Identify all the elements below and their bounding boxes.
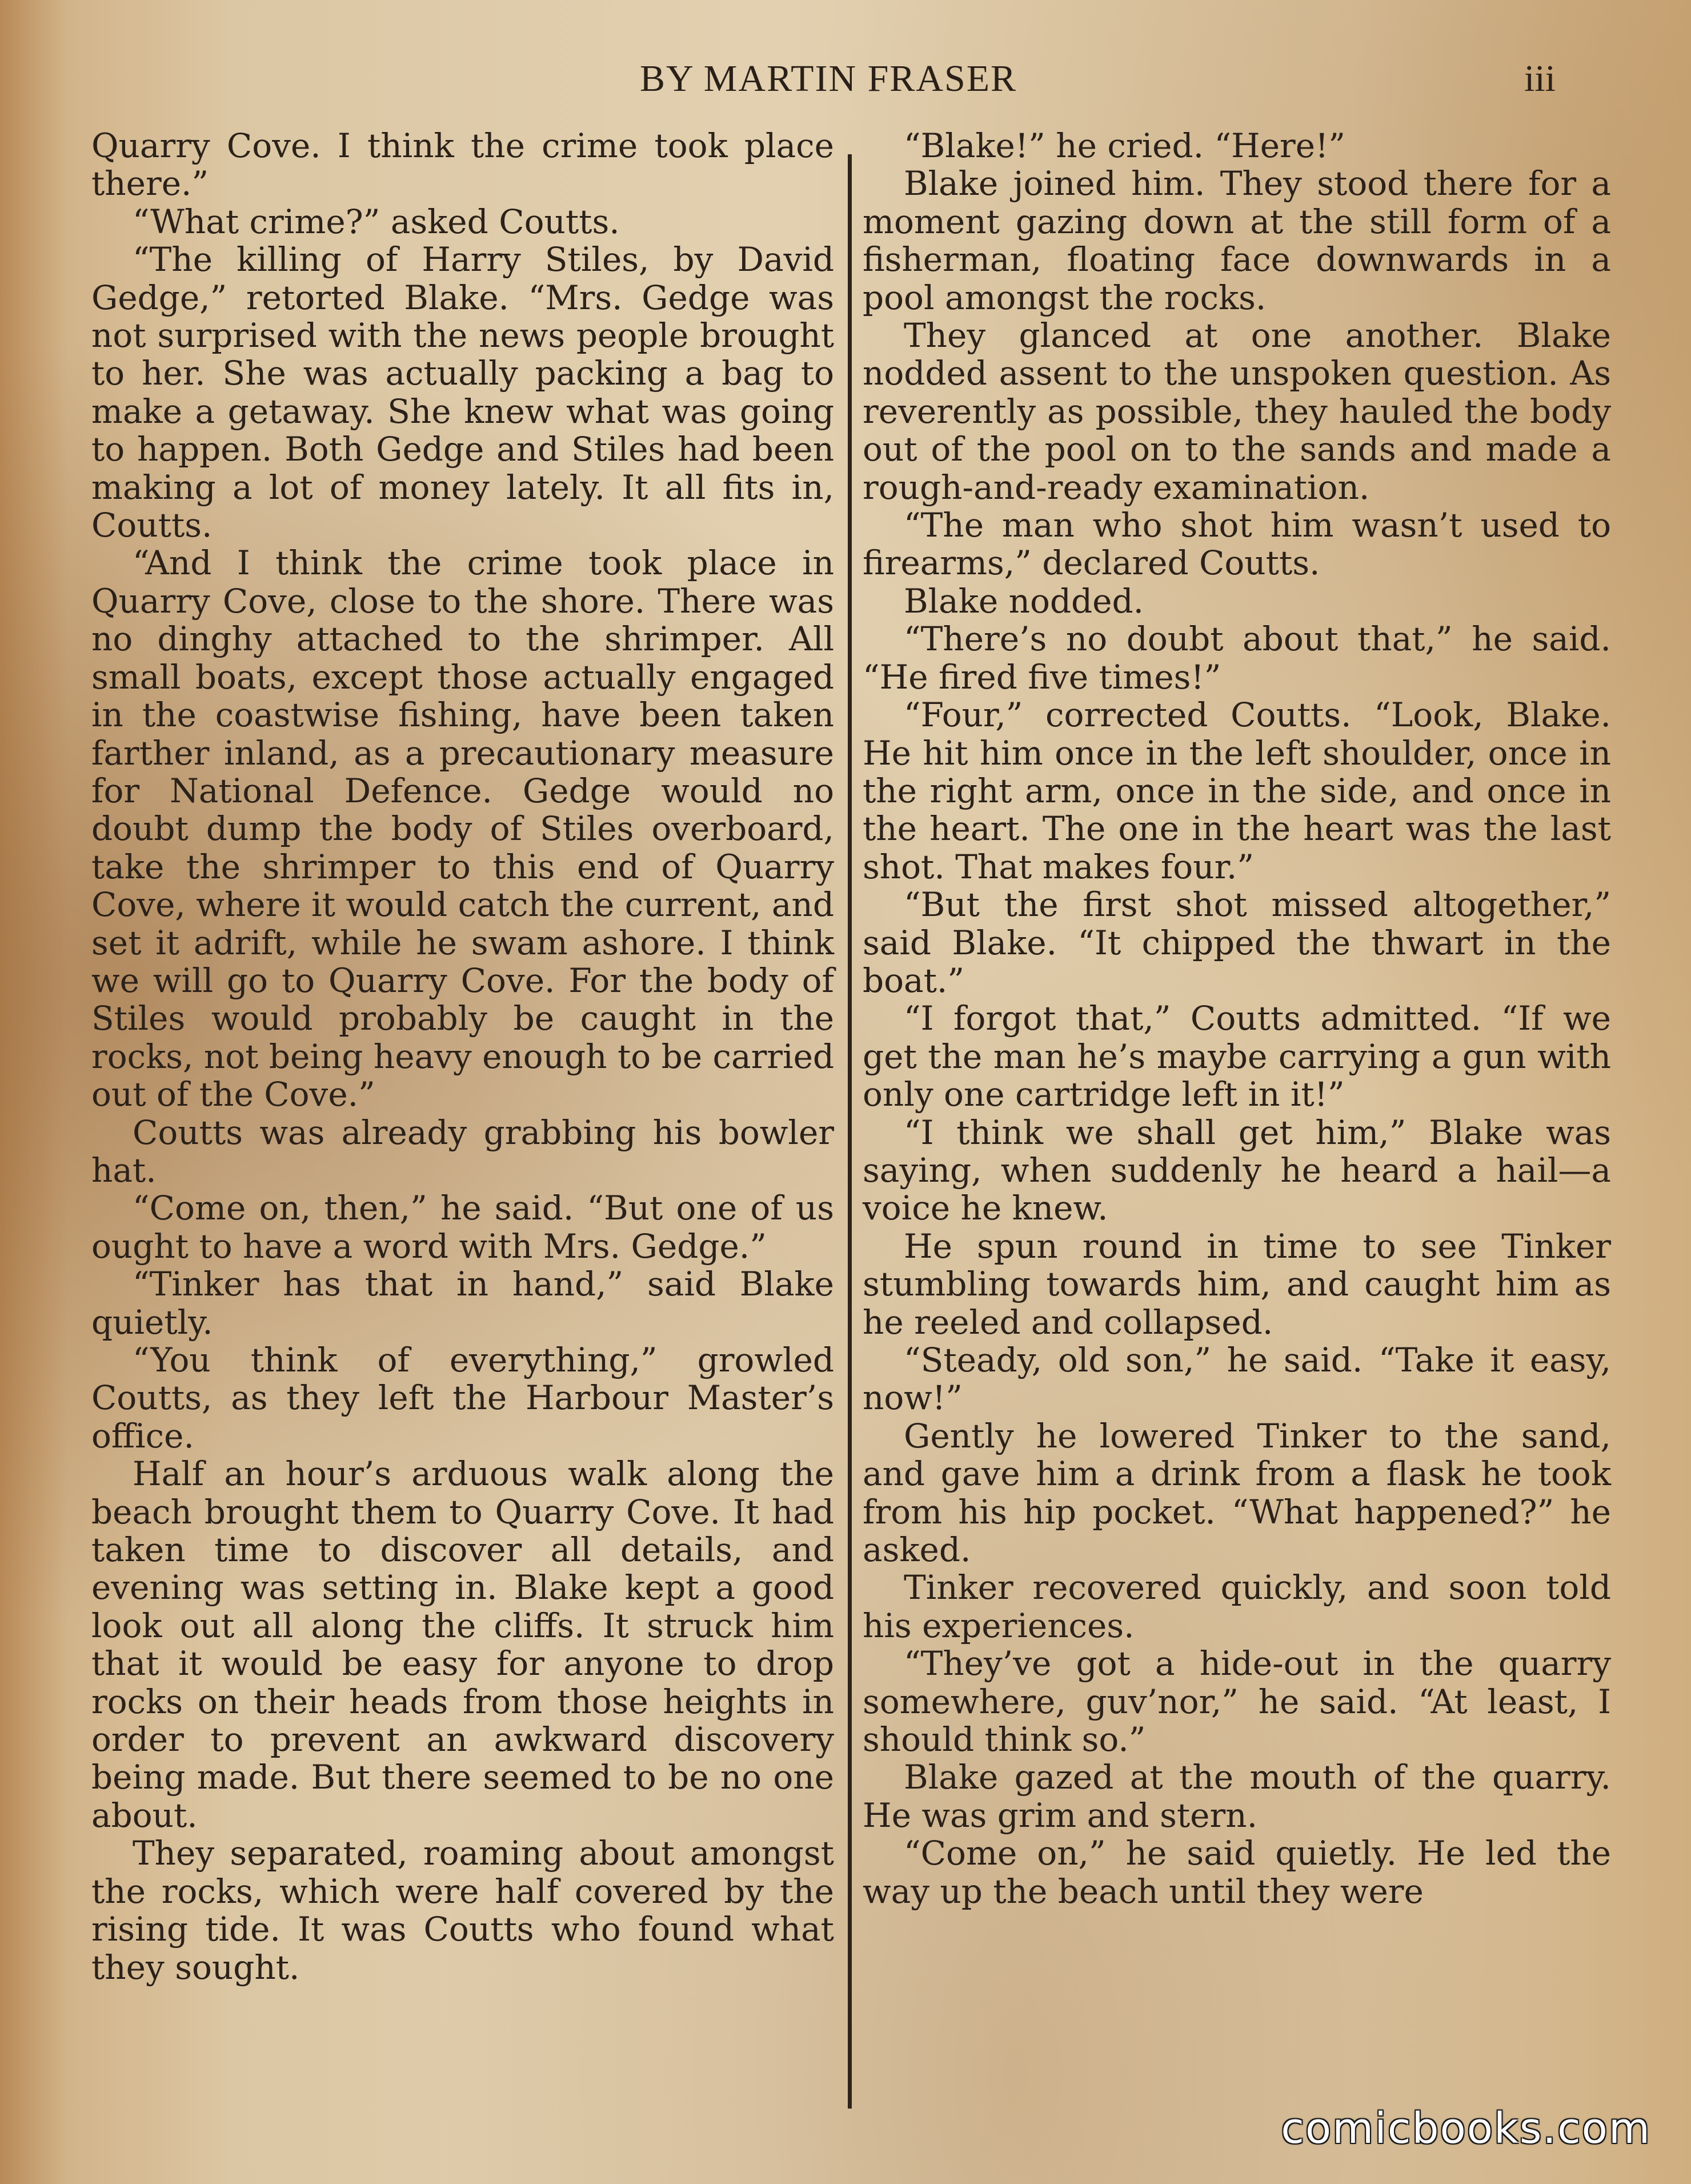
paragraph: “The man who shot him wasn’t used to firearms,” declared Coutts.: [863, 506, 1611, 583]
running-head: BY MARTIN FRASER: [640, 58, 1017, 99]
paragraph: “They’ve got a hide-out in the quarry somewhere, guv’nor,” he said. “At least, I should think so.”: [863, 1644, 1611, 1759]
paragraph: “Four,” corrected Coutts. “Look, Blake. He hit him once in the left shoulder, once in the right arm, once in the side, and once in the heart. The one in the heart was the last shot. That makes four.”: [863, 695, 1611, 886]
watermark: comicbooks.com: [1281, 2104, 1651, 2153]
paragraph: “The killing of Harry Stiles, by David Gedge,” retorted Blake. “Mrs. Gedge was not surprised with the news people brought to her. She was actually packing a bag to make a getaway. She knew what was going to happen. Both Gedge and Stiles had been making a lot of money lately. It all fits in, Coutts.: [91, 240, 834, 545]
paragraph: Tinker recovered quickly, and soon told his experiences.: [863, 1568, 1611, 1645]
paragraph: “There’s no doubt about that,” he said. “He fired five times!”: [863, 619, 1611, 697]
paragraph: They separated, roaming about amongst the rocks, which were half covered by the rising tide. It was Coutts who found what they sought.: [91, 1834, 834, 1987]
paragraph: They glanced at one another. Blake nodded assent to the unspoken question. As reverently as possible, they hauled the body out of the pool on to the sands and made a rough-and-ready examination.: [863, 316, 1611, 507]
paragraph: Blake joined him. They stood there for a moment gazing down at the still form of a fisherman, floating face downwards in a pool amongst the rocks.: [863, 164, 1611, 317]
paragraph: Blake gazed at the mouth of the quarry. He was grim and stern.: [863, 1758, 1611, 1835]
paragraph: Coutts was already grabbing his bowler hat.: [91, 1113, 834, 1190]
paragraph: “Come on,” he said quietly. He led the way up the beach until they were: [863, 1834, 1611, 1911]
paragraph: “And I think the crime took place in Quarry Cove, close to the shore. There was no dinghy attached to the shrimper. All small boats, except those actually engaged in the coastwise fishing, have been taken farther inland, as a precautionary measure for National Defence. Gedge would no doubt dump the body of Stiles overboard, take the shrimper to this end of Quarry Cove, where it would catch the current, and set it adrift, while he swam ashore. I think we will go to Quarry Cove. For the body of Stiles would probably be caught in the rocks, not being heavy enough to be carried out of the Cove.”: [91, 543, 835, 1114]
paragraph: Half an hour’s arduous walk along the beach brought them to Quarry Cove. It had taken time to discover all details, and evening was setting in. Blake kept a good look out all along the cliffs. It struck him that it would be easy for anyone to drop rocks on their heads from those heights in order to prevent an awkward discovery being made. But there seemed to be no one about.: [91, 1454, 834, 1835]
paragraph: Gently he lowered Tinker to the sand, and gave him a drink from a flask he took from his hip pocket. “What happened?” he asked.: [863, 1416, 1611, 1570]
paragraph: Blake nodded.: [904, 581, 1144, 621]
paragraph: Quarry Cove. I think the crime took place there.”: [91, 126, 834, 203]
paragraph: “I forgot that,” Coutts admitted. “If we get the man he’s maybe carrying a gun with only one cartridge left in it!”: [863, 999, 1611, 1114]
paragraph: “But the first shot missed altogether,” said Blake. “It chipped the thwart in the boat.”: [863, 885, 1611, 1000]
paragraph: “Tinker has that in hand,” said Blake quietly.: [91, 1265, 834, 1342]
right-column: [863, 127, 1611, 1910]
paragraph: “Come on, then,” he said. “But one of us ought to have a word with Mrs. Gedge.”: [91, 1189, 834, 1266]
paragraph: “Blake!” he cried. “Here!”: [904, 126, 1346, 165]
paragraph: He spun round in time to see Tinker stumbling towards him, and caught him as he reeled and collapsed.: [863, 1226, 1611, 1342]
paragraph: “Steady, old son,” he said. “Take it easy, now!”: [863, 1341, 1611, 1418]
paragraph: “What crime?” asked Coutts.: [133, 202, 620, 241]
column-divider: [848, 154, 852, 2109]
page-header: [0, 57, 1691, 114]
page-number: iii: [1524, 58, 1556, 99]
left-column: [91, 127, 834, 1986]
paragraph: “I think we shall get him,” Blake was saying, when suddenly he heard a hail—a voice he knew.: [863, 1113, 1611, 1228]
paragraph: “You think of everything,” growled Coutts, as they left the Harbour Master’s office.: [91, 1341, 834, 1455]
